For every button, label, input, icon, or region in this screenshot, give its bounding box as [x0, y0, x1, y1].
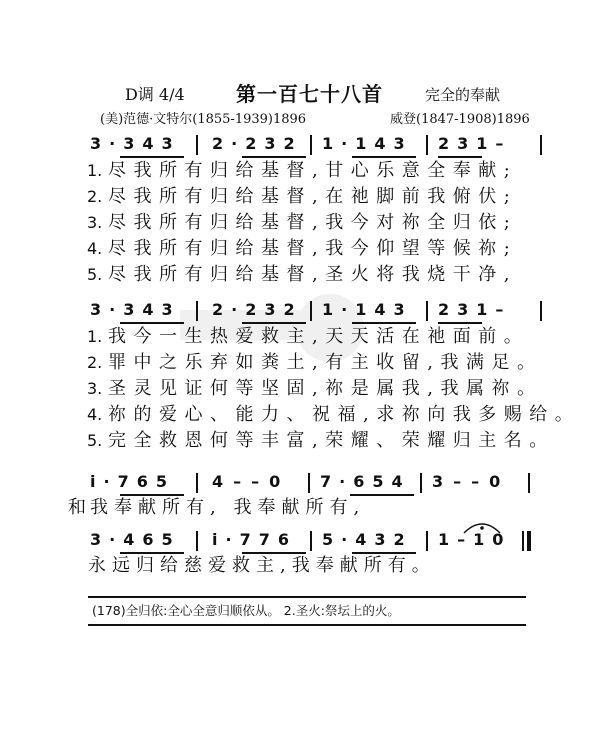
measure-1: 3·343 [90, 134, 181, 153]
barline [196, 531, 198, 551]
verse-line: 2. 罪中之乐弃如粪土,有主收留,我满足。 [87, 352, 543, 373]
footnote-divider [88, 624, 526, 626]
barline [310, 301, 312, 321]
footnote: (178)全归依:全心全意归顺依从。 2.圣火:祭坛上的火。 [92, 603, 400, 618]
barline [308, 473, 310, 493]
barline [426, 531, 428, 551]
fermata-icon [462, 519, 502, 535]
barline [196, 301, 198, 321]
key-signature: D调 4/4 [125, 85, 185, 104]
barline [540, 135, 542, 155]
verse-line: 3. 尽我所有归给基督,我今对祢全归依; [87, 212, 518, 233]
final-barline-thin [522, 531, 524, 551]
verse-line: 1. 尽我所有归给基督,甘心乐意全奉献; [87, 160, 518, 181]
measure-4: 3––0 [432, 472, 511, 491]
verse-line: 5. 完全救恩何等丰富,荣耀、荣耀归主名。 [87, 430, 555, 451]
barline [540, 301, 542, 321]
verse-line: 2. 尽我所有归给基督,在祂脚前我俯伏; [87, 186, 518, 207]
verse-line: 4. 祢的爱心、能力、祝福,求祢向我多赐给。 [87, 404, 581, 425]
measure-3: 1·143 [322, 300, 413, 319]
refrain-lyric-2: 永远归给慈爱救主,我奉献所有。 [88, 555, 436, 576]
measure-2: 2·232 [212, 300, 303, 319]
measure-4: 1–10 [438, 530, 512, 549]
barline [196, 473, 198, 493]
notation-row-1 [0, 133, 599, 159]
measure-4: 231– [438, 134, 512, 153]
measure-1: 3·465 [90, 530, 181, 549]
measure-2: 2·232 [212, 134, 303, 153]
verse-line: 5. 尽我所有归给基督,圣火将我烧干净, [87, 264, 517, 285]
notation-row-2 [0, 299, 599, 325]
barline [426, 135, 428, 155]
hymn-title: 第一百七十八首 [236, 82, 383, 106]
barline [528, 473, 530, 493]
measure-3: 1·143 [322, 134, 413, 153]
measure-3: 7·654 [320, 472, 411, 491]
composer-credit: 威登(1847-1908)1896 [390, 112, 530, 127]
verse-line: 4. 尽我所有归给基督,我今仰望等候祢; [87, 238, 518, 259]
verse-line: 1. 我今一生热爱救主,天天活在祂面前。 [87, 326, 530, 347]
refrain-notation-1 [0, 471, 599, 497]
measure-2: i·776 [212, 530, 297, 549]
barline [196, 135, 198, 155]
barline [310, 135, 312, 155]
measure-1: i·765 [90, 472, 175, 491]
final-barline-thick [527, 531, 531, 551]
measure-2: 4––0 [212, 472, 291, 491]
lyricist-credit: (美)范德·文特尔(1855-1939)1896 [100, 112, 307, 127]
barline [310, 531, 312, 551]
refrain-notation-2 [0, 529, 599, 555]
verse-line: 3. 圣灵见证何等坚固,祢是属我,我属祢。 [87, 378, 543, 399]
refrain-lyric-1: 和 我奉献所有, 我奉献所有, [68, 497, 366, 518]
hymn-subtitle: 完全的奉献 [425, 86, 501, 104]
barline [420, 473, 422, 493]
measure-1: 3·343 [90, 300, 181, 319]
measure-4: 231– [438, 300, 512, 319]
barline [426, 301, 428, 321]
measure-3: 5·432 [322, 530, 413, 549]
